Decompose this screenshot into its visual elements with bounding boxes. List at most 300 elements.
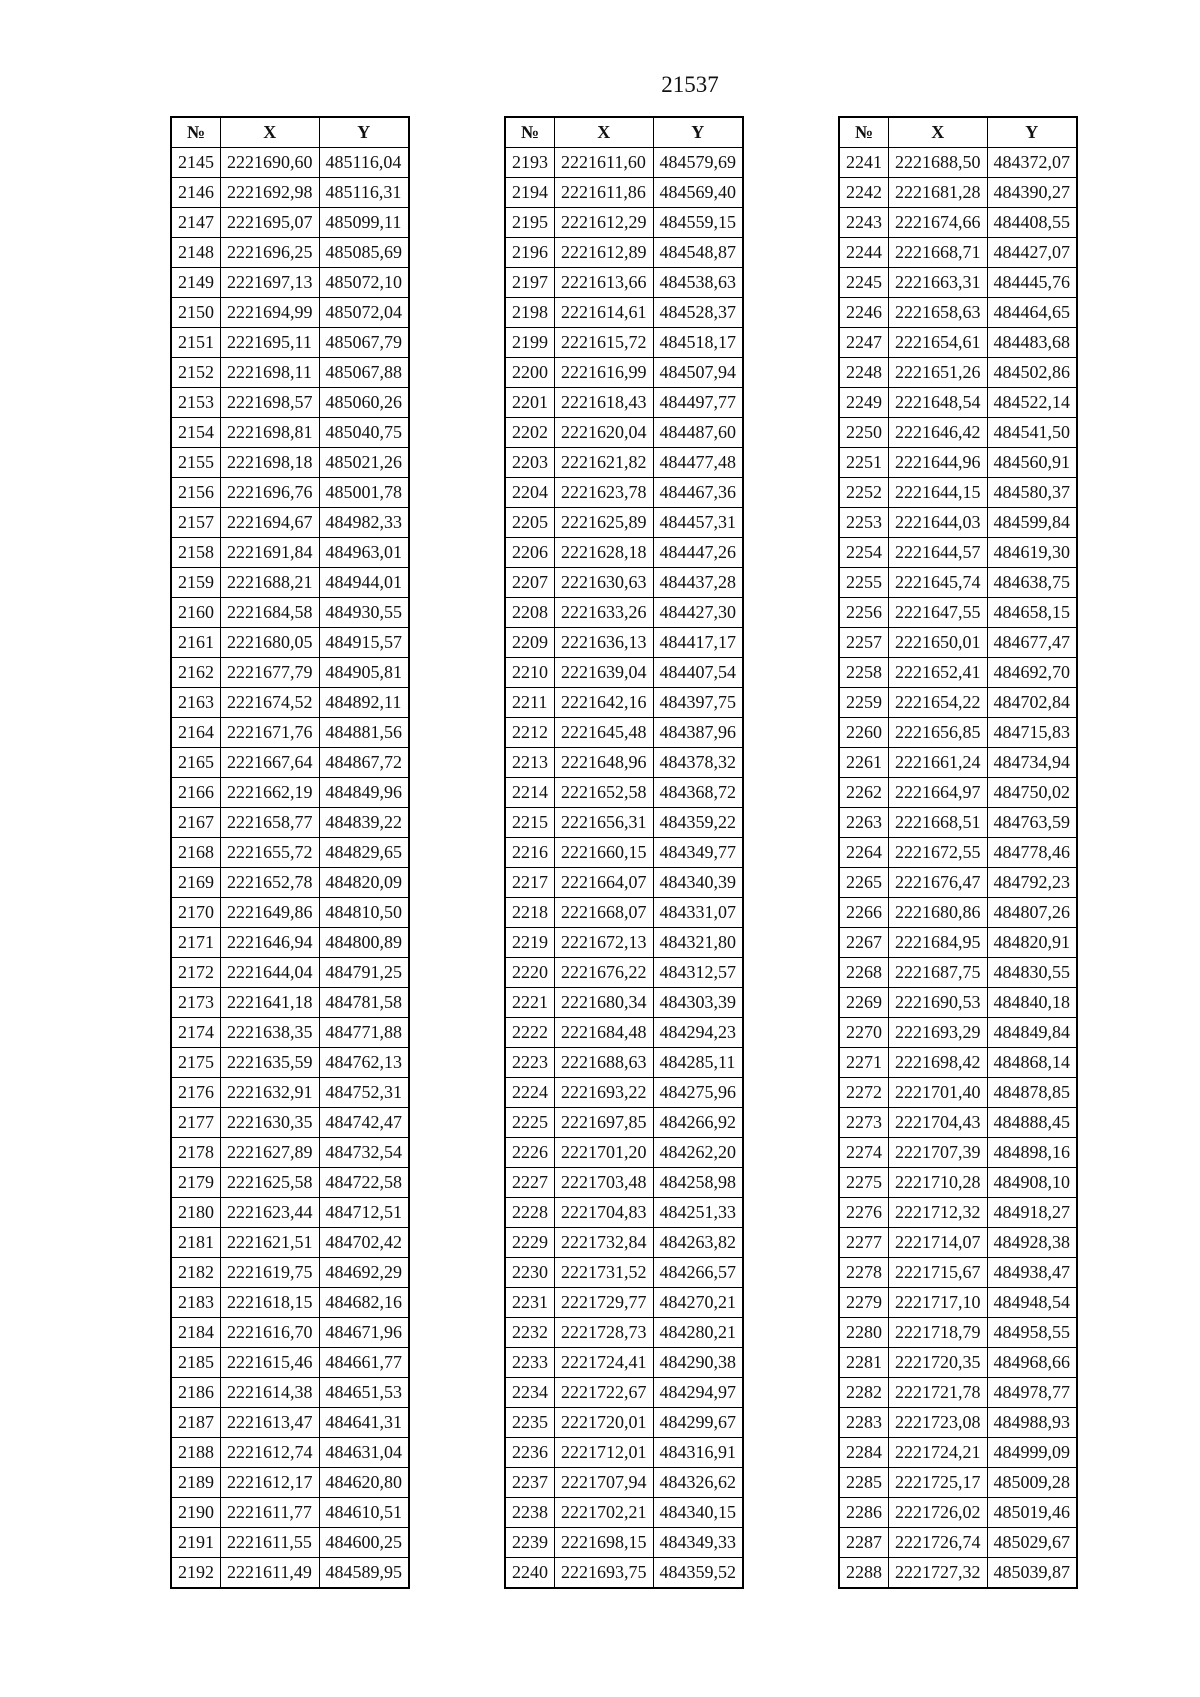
- table-row: [171, 418, 409, 448]
- x-coordinate-cell: 2221654,61: [889, 328, 988, 358]
- y-coordinate-cell: 484938,47: [987, 1258, 1077, 1288]
- y-coordinate-cell: 484792,23: [987, 868, 1077, 898]
- x-coordinate-cell: 2221712,01: [555, 1438, 654, 1468]
- point-number-cell: 2277: [839, 1228, 889, 1258]
- table-row: [839, 928, 1077, 958]
- x-coordinate-cell: 2221648,54: [889, 388, 988, 418]
- x-coordinate-cell: 2221710,28: [889, 1168, 988, 1198]
- table-row: [839, 988, 1077, 1018]
- point-number-cell: 2200: [505, 358, 555, 388]
- point-number-cell: 2247: [839, 328, 889, 358]
- point-number-cell: 2280: [839, 1318, 889, 1348]
- x-coordinate-cell: 2221650,01: [889, 628, 988, 658]
- point-number-cell: 2182: [171, 1258, 221, 1288]
- x-coordinate-cell: 2221612,74: [221, 1438, 320, 1468]
- table-row: [505, 838, 743, 868]
- y-coordinate-cell: 484631,04: [319, 1438, 409, 1468]
- point-number-cell: 2147: [171, 208, 221, 238]
- y-coordinate-cell: 484892,11: [319, 688, 409, 718]
- y-coordinate-cell: 484477,48: [653, 448, 743, 478]
- point-number-cell: 2237: [505, 1468, 555, 1498]
- table-row: [839, 178, 1077, 208]
- y-coordinate-cell: 484791,25: [319, 958, 409, 988]
- point-number-cell: 2226: [505, 1138, 555, 1168]
- y-coordinate-cell: 484340,15: [653, 1498, 743, 1528]
- x-coordinate-cell: 2221644,03: [889, 508, 988, 538]
- table-row: [839, 478, 1077, 508]
- y-coordinate-cell: 484445,76: [987, 268, 1077, 298]
- point-number-cell: 2171: [171, 928, 221, 958]
- x-coordinate-cell: 2221704,43: [889, 1108, 988, 1138]
- point-number-cell: 2240: [505, 1558, 555, 1589]
- table-row: [171, 988, 409, 1018]
- table-row: [505, 1198, 743, 1228]
- point-number-cell: 2250: [839, 418, 889, 448]
- y-coordinate-cell: 484457,31: [653, 508, 743, 538]
- x-coordinate-cell: 2221668,71: [889, 238, 988, 268]
- table-row: [839, 1318, 1077, 1348]
- x-coordinate-cell: 2221625,58: [221, 1168, 320, 1198]
- column-header-number: №: [839, 117, 889, 148]
- y-coordinate-cell: 484390,27: [987, 178, 1077, 208]
- y-coordinate-cell: 484820,91: [987, 928, 1077, 958]
- y-coordinate-cell: 484968,66: [987, 1348, 1077, 1378]
- x-coordinate-cell: 2221620,04: [555, 418, 654, 448]
- y-coordinate-cell: 484752,31: [319, 1078, 409, 1108]
- y-coordinate-cell: 484251,33: [653, 1198, 743, 1228]
- table-row: [171, 1468, 409, 1498]
- y-coordinate-cell: 485060,26: [319, 388, 409, 418]
- y-coordinate-cell: 484800,89: [319, 928, 409, 958]
- table-row: [839, 208, 1077, 238]
- point-number-cell: 2152: [171, 358, 221, 388]
- x-coordinate-cell: 2221677,79: [221, 658, 320, 688]
- table-row: [171, 868, 409, 898]
- table-row: [505, 1288, 743, 1318]
- x-coordinate-cell: 2221646,42: [889, 418, 988, 448]
- table-row: [171, 1258, 409, 1288]
- point-number-cell: 2231: [505, 1288, 555, 1318]
- x-coordinate-cell: 2221616,99: [555, 358, 654, 388]
- y-coordinate-cell: 484497,77: [653, 388, 743, 418]
- table-row: [171, 508, 409, 538]
- y-coordinate-cell: 484908,10: [987, 1168, 1077, 1198]
- point-number-cell: 2272: [839, 1078, 889, 1108]
- table-row: [839, 268, 1077, 298]
- point-number-cell: 2242: [839, 178, 889, 208]
- x-coordinate-cell: 2221703,48: [555, 1168, 654, 1198]
- y-coordinate-cell: 485029,67: [987, 1528, 1077, 1558]
- table-row: [505, 868, 743, 898]
- table-row: [839, 1558, 1077, 1589]
- x-coordinate-cell: 2221676,47: [889, 868, 988, 898]
- y-coordinate-cell: 484958,55: [987, 1318, 1077, 1348]
- x-coordinate-cell: 2221664,97: [889, 778, 988, 808]
- x-coordinate-cell: 2221663,31: [889, 268, 988, 298]
- y-coordinate-cell: 484661,77: [319, 1348, 409, 1378]
- table-row: [505, 1018, 743, 1048]
- point-number-cell: 2224: [505, 1078, 555, 1108]
- table-row: [839, 1438, 1077, 1468]
- x-coordinate-cell: 2221632,91: [221, 1078, 320, 1108]
- x-coordinate-cell: 2221646,94: [221, 928, 320, 958]
- x-coordinate-cell: 2221701,40: [889, 1078, 988, 1108]
- x-coordinate-cell: 2221644,57: [889, 538, 988, 568]
- point-number-cell: 2148: [171, 238, 221, 268]
- point-number-cell: 2229: [505, 1228, 555, 1258]
- table-row: [171, 598, 409, 628]
- table-row: [171, 748, 409, 778]
- x-coordinate-cell: 2221638,35: [221, 1018, 320, 1048]
- y-coordinate-cell: 485019,46: [987, 1498, 1077, 1528]
- x-coordinate-cell: 2221621,51: [221, 1228, 320, 1258]
- table-row: [505, 718, 743, 748]
- point-number-cell: 2167: [171, 808, 221, 838]
- point-number-cell: 2186: [171, 1378, 221, 1408]
- y-coordinate-cell: 484387,96: [653, 718, 743, 748]
- table-row: [505, 1108, 743, 1138]
- point-number-cell: 2189: [171, 1468, 221, 1498]
- point-number-cell: 2245: [839, 268, 889, 298]
- y-coordinate-cell: 484702,84: [987, 688, 1077, 718]
- point-number-cell: 2170: [171, 898, 221, 928]
- table-row: [839, 1468, 1077, 1498]
- table-row: [171, 1018, 409, 1048]
- point-number-cell: 2149: [171, 268, 221, 298]
- x-coordinate-cell: 2221645,48: [555, 718, 654, 748]
- point-number-cell: 2263: [839, 808, 889, 838]
- x-coordinate-cell: 2221688,63: [555, 1048, 654, 1078]
- table-row: [839, 448, 1077, 478]
- point-number-cell: 2183: [171, 1288, 221, 1318]
- x-coordinate-cell: 2221611,49: [221, 1558, 320, 1589]
- y-coordinate-cell: 485072,04: [319, 298, 409, 328]
- table-row: [839, 1288, 1077, 1318]
- y-coordinate-cell: 485085,69: [319, 238, 409, 268]
- x-coordinate-cell: 2221615,72: [555, 328, 654, 358]
- table-row: [171, 568, 409, 598]
- x-coordinate-cell: 2221661,24: [889, 748, 988, 778]
- point-number-cell: 2159: [171, 568, 221, 598]
- table-row: [505, 1348, 743, 1378]
- x-coordinate-cell: 2221621,82: [555, 448, 654, 478]
- y-coordinate-cell: 484692,70: [987, 658, 1077, 688]
- table-row: [171, 1438, 409, 1468]
- x-coordinate-cell: 2221651,26: [889, 358, 988, 388]
- point-number-cell: 2257: [839, 628, 889, 658]
- table-row: [839, 838, 1077, 868]
- x-coordinate-cell: 2221615,46: [221, 1348, 320, 1378]
- table-row: [505, 478, 743, 508]
- table-row: [171, 1408, 409, 1438]
- table-row: [839, 1228, 1077, 1258]
- table-row: [839, 1108, 1077, 1138]
- point-number-cell: 2164: [171, 718, 221, 748]
- point-number-cell: 2145: [171, 148, 221, 178]
- y-coordinate-cell: 485001,78: [319, 478, 409, 508]
- table-row: [505, 928, 743, 958]
- table-row: [839, 1078, 1077, 1108]
- y-coordinate-cell: 484671,96: [319, 1318, 409, 1348]
- y-coordinate-cell: 484548,87: [653, 238, 743, 268]
- y-coordinate-cell: 484408,55: [987, 208, 1077, 238]
- point-number-cell: 2219: [505, 928, 555, 958]
- point-number-cell: 2195: [505, 208, 555, 238]
- x-coordinate-cell: 2221616,70: [221, 1318, 320, 1348]
- x-coordinate-cell: 2221693,29: [889, 1018, 988, 1048]
- x-coordinate-cell: 2221721,78: [889, 1378, 988, 1408]
- x-coordinate-cell: 2221672,13: [555, 928, 654, 958]
- x-coordinate-cell: 2221688,21: [221, 568, 320, 598]
- table-row: [505, 328, 743, 358]
- page-number: 21537: [661, 72, 719, 97]
- x-coordinate-cell: 2221695,07: [221, 208, 320, 238]
- y-coordinate-cell: 484258,98: [653, 1168, 743, 1198]
- table-row: [171, 1318, 409, 1348]
- table-row: [505, 628, 743, 658]
- y-coordinate-cell: 484963,01: [319, 538, 409, 568]
- y-coordinate-cell: 484569,40: [653, 178, 743, 208]
- point-number-cell: 2206: [505, 538, 555, 568]
- table-row: [171, 1288, 409, 1318]
- table-row: [171, 1558, 409, 1589]
- x-coordinate-cell: 2221690,53: [889, 988, 988, 1018]
- x-coordinate-cell: 2221614,61: [555, 298, 654, 328]
- y-coordinate-cell: 484702,42: [319, 1228, 409, 1258]
- x-coordinate-cell: 2221684,48: [555, 1018, 654, 1048]
- table-row: [839, 628, 1077, 658]
- y-coordinate-cell: 484447,26: [653, 538, 743, 568]
- point-number-cell: 2161: [171, 628, 221, 658]
- point-number-cell: 2191: [171, 1528, 221, 1558]
- x-coordinate-cell: 2221693,75: [555, 1558, 654, 1589]
- y-coordinate-cell: 484692,29: [319, 1258, 409, 1288]
- point-number-cell: 2262: [839, 778, 889, 808]
- point-number-cell: 2285: [839, 1468, 889, 1498]
- table-row: [505, 538, 743, 568]
- x-coordinate-cell: 2221726,74: [889, 1528, 988, 1558]
- x-coordinate-cell: 2221613,66: [555, 268, 654, 298]
- y-coordinate-cell: 484407,54: [653, 658, 743, 688]
- y-coordinate-cell: 484715,83: [987, 718, 1077, 748]
- x-coordinate-cell: 2221639,04: [555, 658, 654, 688]
- point-number-cell: 2253: [839, 508, 889, 538]
- table-header-row: [171, 117, 409, 148]
- table-row: [171, 688, 409, 718]
- y-coordinate-cell: 484600,25: [319, 1528, 409, 1558]
- y-coordinate-cell: 484722,58: [319, 1168, 409, 1198]
- point-number-cell: 2228: [505, 1198, 555, 1228]
- column-header-number: №: [505, 117, 555, 148]
- table-row: [171, 148, 409, 178]
- y-coordinate-cell: 484781,58: [319, 988, 409, 1018]
- x-coordinate-cell: 2221680,86: [889, 898, 988, 928]
- x-coordinate-cell: 2221652,58: [555, 778, 654, 808]
- point-number-cell: 2201: [505, 388, 555, 418]
- y-coordinate-cell: 484368,72: [653, 778, 743, 808]
- y-coordinate-cell: 484999,09: [987, 1438, 1077, 1468]
- point-number-cell: 2162: [171, 658, 221, 688]
- table-row: [171, 778, 409, 808]
- point-number-cell: 2203: [505, 448, 555, 478]
- point-number-cell: 2220: [505, 958, 555, 988]
- y-coordinate-cell: 484487,60: [653, 418, 743, 448]
- x-coordinate-cell: 2221724,21: [889, 1438, 988, 1468]
- y-coordinate-cell: 484849,96: [319, 778, 409, 808]
- point-number-cell: 2150: [171, 298, 221, 328]
- x-coordinate-cell: 2221644,04: [221, 958, 320, 988]
- y-coordinate-cell: 484868,14: [987, 1048, 1077, 1078]
- table-row: [839, 328, 1077, 358]
- point-number-cell: 2258: [839, 658, 889, 688]
- table-row: [171, 658, 409, 688]
- y-coordinate-cell: 484417,17: [653, 628, 743, 658]
- y-coordinate-cell: 484316,91: [653, 1438, 743, 1468]
- point-number-cell: 2192: [171, 1558, 221, 1589]
- y-coordinate-cell: 484579,69: [653, 148, 743, 178]
- x-coordinate-cell: 2221731,52: [555, 1258, 654, 1288]
- point-number-cell: 2227: [505, 1168, 555, 1198]
- y-coordinate-cell: 484930,55: [319, 598, 409, 628]
- table-row: [171, 238, 409, 268]
- y-coordinate-cell: 484359,52: [653, 1558, 743, 1589]
- x-coordinate-cell: 2221655,72: [221, 838, 320, 868]
- point-number-cell: 2255: [839, 568, 889, 598]
- point-number-cell: 2180: [171, 1198, 221, 1228]
- point-number-cell: 2254: [839, 538, 889, 568]
- point-number-cell: 2252: [839, 478, 889, 508]
- x-coordinate-cell: 2221701,20: [555, 1138, 654, 1168]
- x-coordinate-cell: 2221693,22: [555, 1078, 654, 1108]
- point-number-cell: 2238: [505, 1498, 555, 1528]
- y-coordinate-cell: 484948,54: [987, 1288, 1077, 1318]
- x-coordinate-cell: 2221723,08: [889, 1408, 988, 1438]
- table-row: [505, 1408, 743, 1438]
- table-row: [171, 928, 409, 958]
- point-number-cell: 2281: [839, 1348, 889, 1378]
- y-coordinate-cell: 484763,59: [987, 808, 1077, 838]
- y-coordinate-cell: 484905,81: [319, 658, 409, 688]
- x-coordinate-cell: 2221652,41: [889, 658, 988, 688]
- y-coordinate-cell: 484918,27: [987, 1198, 1077, 1228]
- point-number-cell: 2177: [171, 1108, 221, 1138]
- table-row: [171, 718, 409, 748]
- y-coordinate-cell: 484978,77: [987, 1378, 1077, 1408]
- y-coordinate-cell: 484349,77: [653, 838, 743, 868]
- y-coordinate-cell: 484285,11: [653, 1048, 743, 1078]
- y-coordinate-cell: 484312,57: [653, 958, 743, 988]
- point-number-cell: 2169: [171, 868, 221, 898]
- table-row: [839, 1378, 1077, 1408]
- table-row: [839, 1048, 1077, 1078]
- x-coordinate-cell: 2221707,94: [555, 1468, 654, 1498]
- x-coordinate-cell: 2221645,74: [889, 568, 988, 598]
- y-coordinate-cell: 484677,47: [987, 628, 1077, 658]
- point-number-cell: 2217: [505, 868, 555, 898]
- point-number-cell: 2235: [505, 1408, 555, 1438]
- x-coordinate-cell: 2221697,85: [555, 1108, 654, 1138]
- x-coordinate-cell: 2221687,75: [889, 958, 988, 988]
- table-row: [505, 1048, 743, 1078]
- x-coordinate-cell: 2221630,35: [221, 1108, 320, 1138]
- point-number-cell: 2216: [505, 838, 555, 868]
- y-coordinate-cell: 484712,51: [319, 1198, 409, 1228]
- x-coordinate-cell: 2221630,63: [555, 568, 654, 598]
- point-number-cell: 2243: [839, 208, 889, 238]
- point-number-cell: 2270: [839, 1018, 889, 1048]
- point-number-cell: 2264: [839, 838, 889, 868]
- y-coordinate-cell: 484280,21: [653, 1318, 743, 1348]
- table-row: [171, 1048, 409, 1078]
- table-row: [839, 748, 1077, 778]
- point-number-cell: 2269: [839, 988, 889, 1018]
- table-row: [839, 598, 1077, 628]
- y-coordinate-cell: 485040,75: [319, 418, 409, 448]
- y-coordinate-cell: 484559,15: [653, 208, 743, 238]
- point-number-cell: 2276: [839, 1198, 889, 1228]
- y-coordinate-cell: 484275,96: [653, 1078, 743, 1108]
- table-row: [171, 1138, 409, 1168]
- y-coordinate-cell: 484820,09: [319, 868, 409, 898]
- x-coordinate-cell: 2221698,15: [555, 1528, 654, 1558]
- y-coordinate-cell: 484619,30: [987, 538, 1077, 568]
- y-coordinate-cell: 484807,26: [987, 898, 1077, 928]
- x-coordinate-cell: 2221656,31: [555, 808, 654, 838]
- x-coordinate-cell: 2221722,67: [555, 1378, 654, 1408]
- point-number-cell: 2274: [839, 1138, 889, 1168]
- point-number-cell: 2287: [839, 1528, 889, 1558]
- x-coordinate-cell: 2221698,81: [221, 418, 320, 448]
- table-row: [505, 658, 743, 688]
- point-number-cell: 2199: [505, 328, 555, 358]
- x-coordinate-cell: 2221668,51: [889, 808, 988, 838]
- point-number-cell: 2256: [839, 598, 889, 628]
- point-number-cell: 2210: [505, 658, 555, 688]
- y-coordinate-cell: 484778,46: [987, 838, 1077, 868]
- x-coordinate-cell: 2221702,21: [555, 1498, 654, 1528]
- x-coordinate-cell: 2221671,76: [221, 718, 320, 748]
- y-coordinate-cell: 484340,39: [653, 868, 743, 898]
- coordinate-table: [838, 116, 1078, 1589]
- x-coordinate-cell: 2221672,55: [889, 838, 988, 868]
- table-row: [839, 298, 1077, 328]
- x-coordinate-cell: 2221694,67: [221, 508, 320, 538]
- x-coordinate-cell: 2221656,85: [889, 718, 988, 748]
- y-coordinate-cell: 484840,18: [987, 988, 1077, 1018]
- table-row: [171, 1198, 409, 1228]
- table-row: [505, 448, 743, 478]
- y-coordinate-cell: 484359,22: [653, 808, 743, 838]
- table-row: [839, 1408, 1077, 1438]
- table-row: [171, 358, 409, 388]
- x-coordinate-cell: 2221698,42: [889, 1048, 988, 1078]
- table-row: [171, 808, 409, 838]
- x-coordinate-cell: 2221692,98: [221, 178, 320, 208]
- point-number-cell: 2273: [839, 1108, 889, 1138]
- table-row: [171, 178, 409, 208]
- y-coordinate-cell: 485039,87: [987, 1558, 1077, 1589]
- y-coordinate-cell: 484294,97: [653, 1378, 743, 1408]
- y-coordinate-cell: 485099,11: [319, 208, 409, 238]
- y-coordinate-cell: 484881,56: [319, 718, 409, 748]
- x-coordinate-cell: 2221694,99: [221, 298, 320, 328]
- point-number-cell: 2165: [171, 748, 221, 778]
- column-header-x: X: [555, 117, 654, 148]
- x-coordinate-cell: 2221612,89: [555, 238, 654, 268]
- table-row: [171, 1348, 409, 1378]
- table-row: [839, 538, 1077, 568]
- table-row: [171, 298, 409, 328]
